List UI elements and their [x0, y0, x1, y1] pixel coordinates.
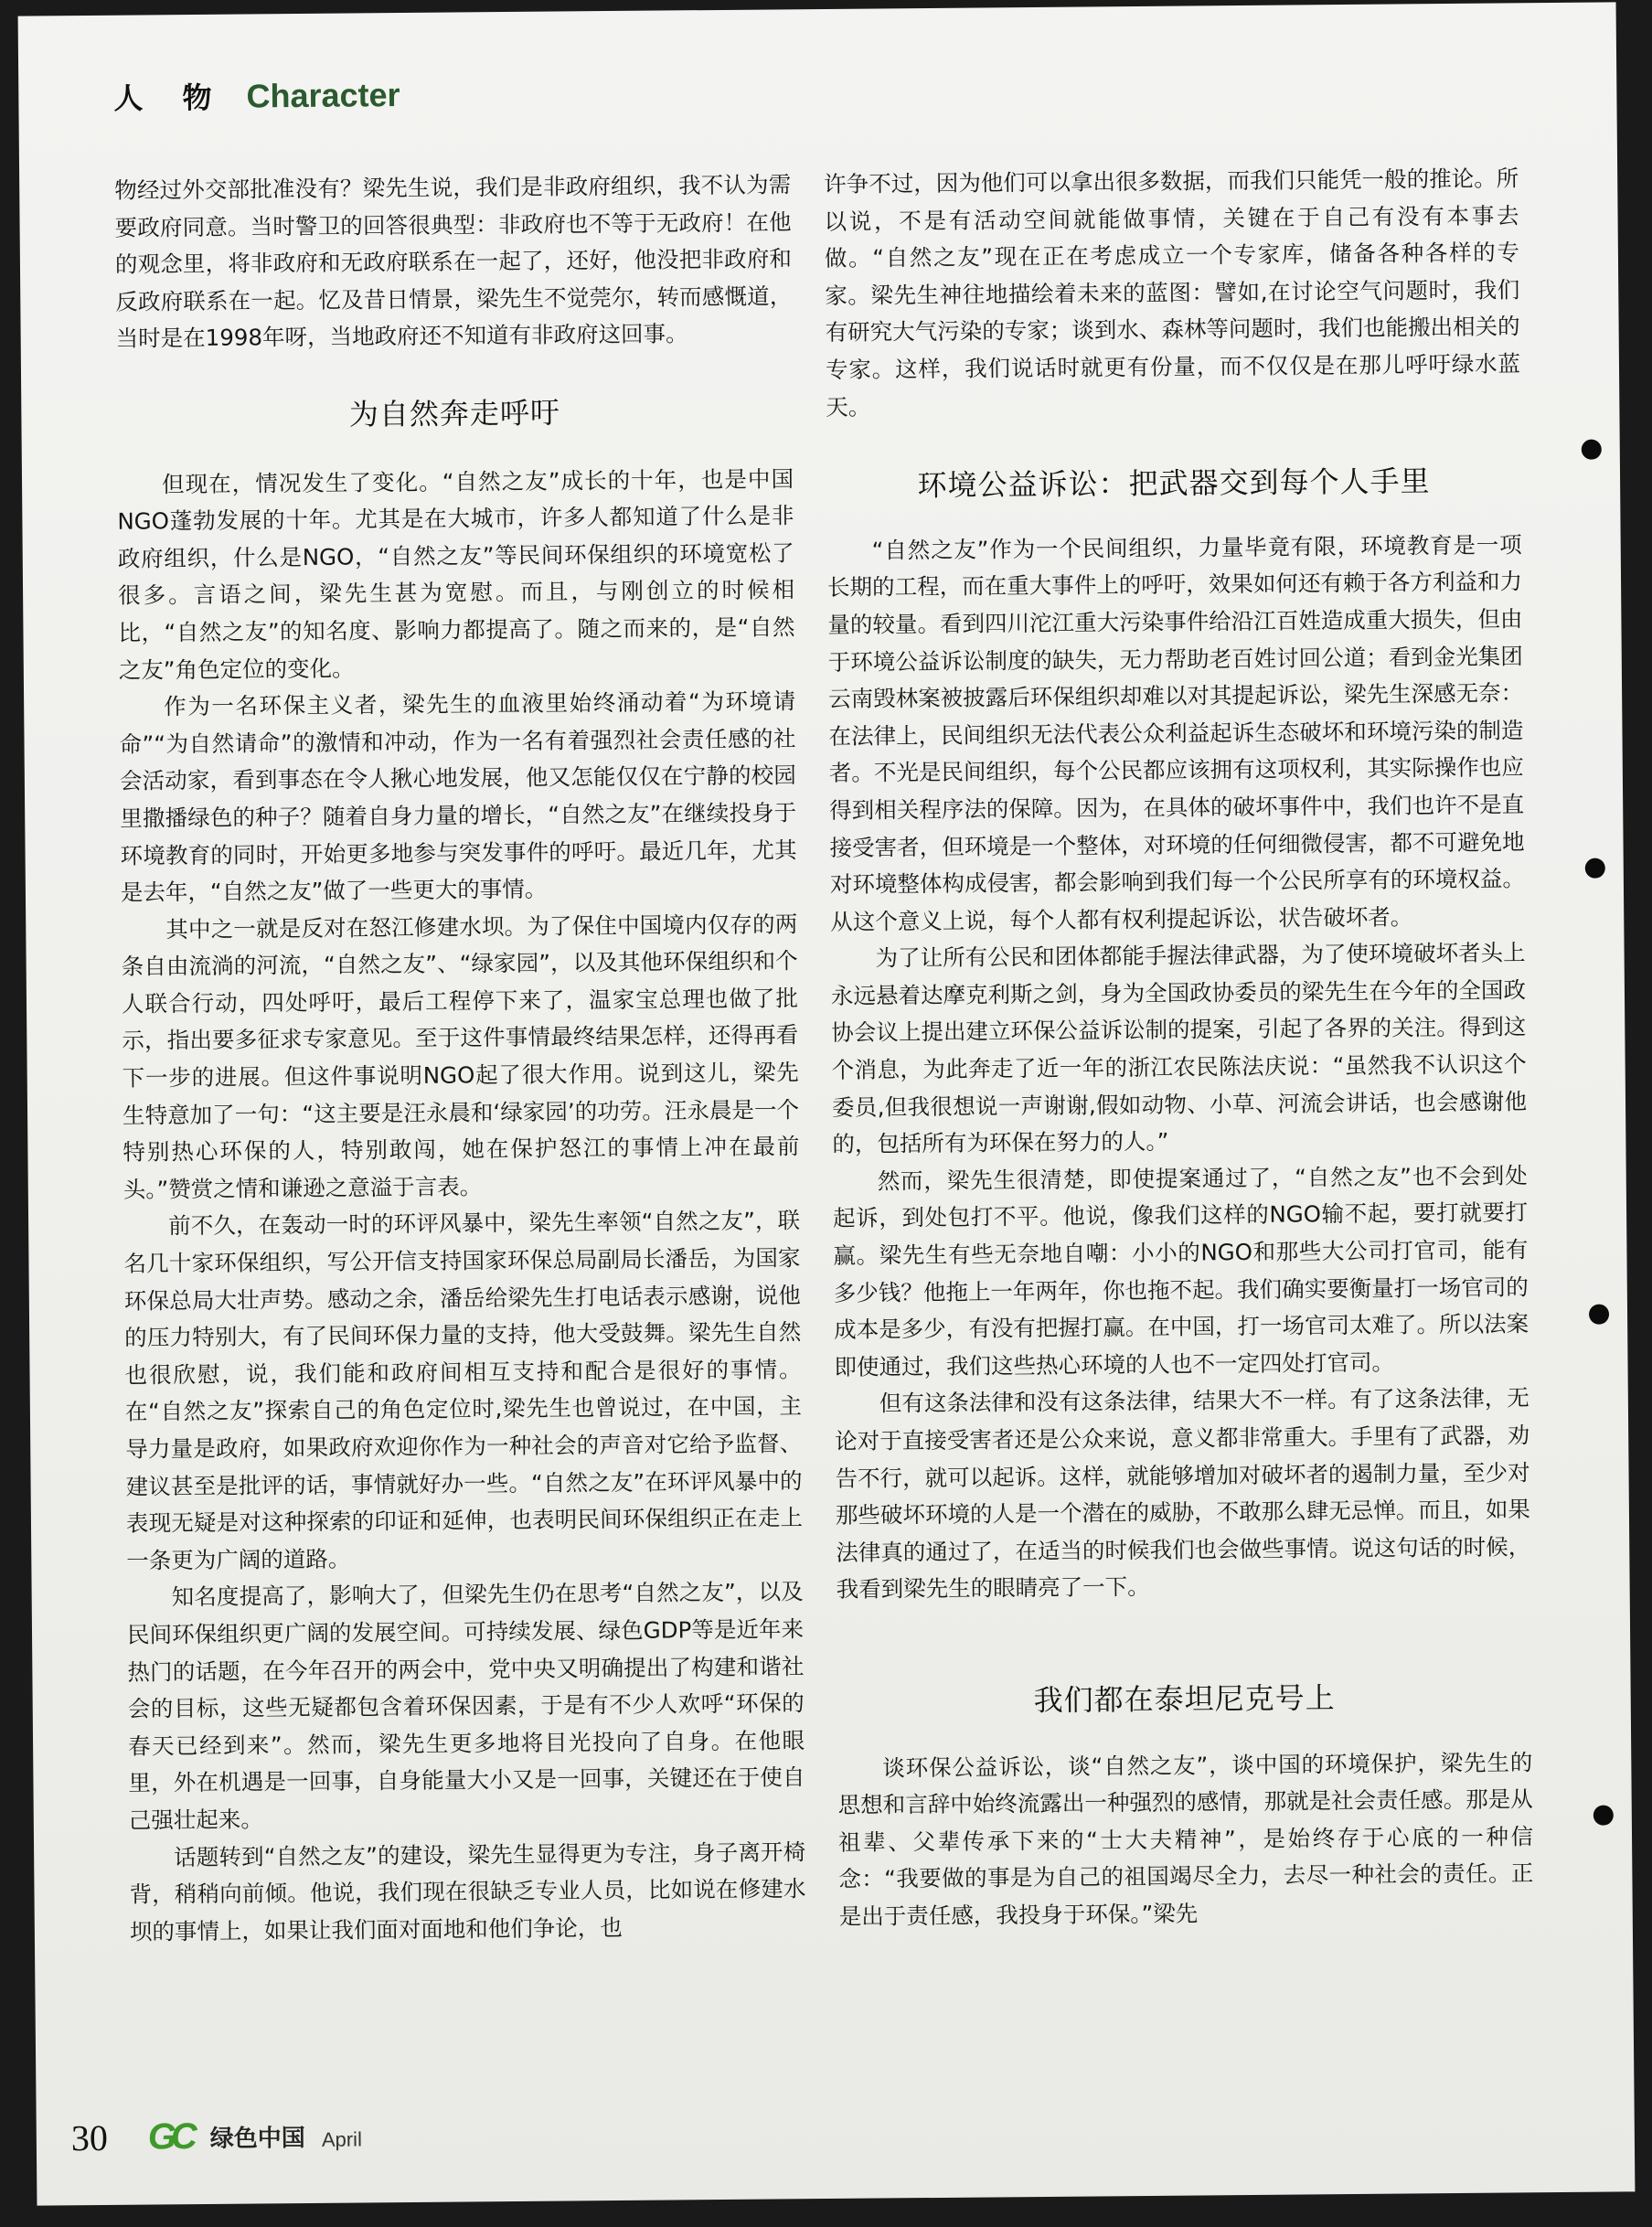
- page-number: 30: [70, 2116, 109, 2159]
- body-paragraph: 知名度提高了，影响大了，但梁先生仍在思考“自然之友”，以及民间环保组织更广阔的发展空间。可持续发展、绿色GDP等是近年来热门的话题，在今年召开的两会中，党中央又明确提出了构建和谐社会的目标，这些无疑都包含着环保因素，于是有不少人欢呼“环保的春天已经到来”。然而，梁先生更多地将目光投向了自身。在他眼里，外在机遇是一回事，自身能量大小又是一回事，关键还在于使自己强壮起来。: [126, 1578, 805, 1834]
- left-column: [114, 166, 807, 2073]
- body-paragraph: 但有这条法律和没有这条法律，结果大不一样。有了这条法律，无论对于直接受害者还是公众来说，意义都非常重大。手里有了武器，劝告不行，就可以起诉。这样，就能够增加对破坏者的遏制力量，至少对那些破坏环境的人是一个潜在的威胁，不敢那么肆无忌惮。而且，如果法律真的通过了，在适当的时候我们也会做些事情。说这句话的时候，我看到梁先生的眼睛亮了一下。: [835, 1384, 1531, 1604]
- body-paragraph: 前不久，在轰动一时的环评风暴中，梁先生率领“自然之友”，联名几十家环保组织，写公开信支持国家环保总局副局长潘岳，为国家环保总局大壮声势。感动之余，潘岳给梁先生打电话表示感谢，说他的压力特别大，有了民间环保力量的支持，他大受鼓舞。梁先生自然也很欣慰，说，我们能和政府间相互支持和配合是很好的事情。在“自然之友”探索自己的角色定位时,梁先生也曾说过，在中国，主导力量是政府，如果政府欢迎你作为一种社会的声音对它给予监督、建议甚至是批评的话，事情就好办一些。“自然之友”在环评风暴中的表现无疑是对这种探索的印证和延伸，也表明民间环保组织正在走上一条更为广阔的道路。: [123, 1207, 804, 1574]
- body-paragraph: 其中之一就是反对在怒江修建水坝。为了保住中国境内仅存的两条自由流淌的河流，“自然之友”、“绿家园”，以及其他环保组织和个人联合行动，四处呼吁，最后工程停下来了，温家宝总理也做了批示，指出要多征求专家意见。至于这件事情最终结果怎样，还得再看下一步的进展。但这件事说明NGO起了很大作用。说到这儿，梁先生特意加了一句：“这主要是汪永晨和‘绿家园’的功劳。汪永晨是一个特别热心环保的人，特别敢闯，她在保护怒江的事情上冲在最前头。”赞赏之情和谦逊之意溢于言表。: [121, 910, 800, 1203]
- magazine-page: [18, 2, 1636, 2205]
- body-paragraph: 然而，梁先生很清楚，即使提案通过了，“自然之友”也不会到处起诉，到处包打不平。他说，像我们这样的NGO输不起，要打就要打赢。梁先生有些无奈地自嘲：小小的NGO和那些大公司打官司，能有多少钱？他拖上一年两年，你也拖不起。我们确实要衡量打一场官司的成本是多少，有没有把握打赢。在中国，打一场官司太难了。所以法案即使通过，我们这些热心环境的人也不一定四处打官司。: [832, 1162, 1529, 1380]
- section-title: 环境公益诉讼：把武器交到每个人手里: [917, 464, 1431, 504]
- body-paragraph: 作为一名环保主义者，梁先生的血液里始终涌动着“为环境请命”“为自然请命”的激情和冲动，作为一名有着强烈社会责任感的社会活动家，看到事态在令人揪心地发展，他又怎能仅仅在宁静的校园里撒播绿色的种子？随着自身力量的增长，“自然之友”在继续投身于环境教育的同时，开始更多地参与突发事件的呼吁。最近几年，尤其是去年，“自然之友”做了一些更大的事情。: [119, 687, 797, 906]
- body-paragraph: 但现在，情况发生了变化。“自然之友”成长的十年，也是中国NGO蓬勃发展的十年。尤其是在大城市，许多人都知道了什么是非政府组织，什么是NGO，“自然之友”等民间环保组织的环境宽松了很多。言语之间，梁先生甚为宽慰。而且，与刚创立的时候相比，“自然之友”的知名度、影响力都提高了。随之而来的，是“自然之友”角色定位的变化。: [117, 464, 795, 684]
- body-paragraph: 话题转到“自然之友”的建设，梁先生显得更为专注，身子离开椅背，稍稍向前倾。他说，我们现在很缺乏专业人员，比如说在修建水坝的事情上，如果让我们面对面地和他们争论，也: [129, 1838, 806, 1945]
- intro-paragraph: 物经过外交部批准没有？梁先生说，我们是非政府组织，我不认为需要政府同意。当时警卫的回答很典型：非政府也不等于无政府！在他的观念里，将非政府和无政府联系在一起了，还好，他没把非政府和反政府联系在一起。忆及昔日情景，梁先生不觉莞尔，转而感慨道，当时是在1998年呀，当地政府还不知道有非政府这回事。: [114, 171, 793, 353]
- binder-hole: [1589, 1305, 1609, 1325]
- binder-hole: [1585, 858, 1605, 879]
- section-label-en: Character: [246, 76, 400, 115]
- issue-month: April: [321, 2126, 362, 2151]
- intro-paragraph: 许争不过，因为他们可以拿出很多数据，而我们只能凭一般的推论。所以说，不是有活动空间就能做事情，关键在于自己有没有本事去做。“自然之友”现在正在考虑成立一个专家库，储备各种各样的专家。梁先生神往地描绘着未来的蓝图：譬如,在讨论空气问题时，我们有研究大气污染的专家；谈到水、森林等问题时，我们也能搬出相关的专家。这样，我们说话时就更有份量，而不仅仅是在那儿呼吁绿水蓝天。: [824, 165, 1521, 421]
- section-title: 我们都在泰坦尼克号上: [1033, 1680, 1336, 1719]
- binder-hole: [1582, 440, 1602, 460]
- section-title: 为自然奔走呼吁: [348, 395, 561, 432]
- magazine-name: 绿色中国: [209, 2125, 305, 2153]
- body-paragraph: 为了让所有公民和团体都能手握法律武器，为了使环境破坏者头上永远悬着达摩克利斯之剑，身为全国政协委员的梁先生在今年的全国政协会议上提出建立环保公益诉讼制的提案，引起了各界的关注。得到这个消息，为此奔走了近一年的浙江农民陈法庆说：“虽然我不认识这个委员,但我很想说一声谢谢,假如动物、小草、河流会讲话，也会感谢他的，包括所有为环保在努力的人。”: [830, 939, 1528, 1158]
- right-column: [824, 160, 1535, 2068]
- body-paragraph: “自然之友”作为一个民间组织，力量毕竟有限，环境教育是一项长期的工程，而在重大事件上的呼吁，效果如何还有赖于各方利益和力量的较量。看到四川沱江重大污染事件给沿江百姓造成重大损失，但由于环境公益诉讼制度的缺失，无力帮助老百姓讨回公道；看到金光集团云南毁林案被披露后环保组织却难以对其提起诉讼，梁先生深感无奈：在法律上，民间组织无法代表公众利益起诉生态破坏和环境污染的制造者。不光是民间组织，每个公民都应该拥有这项权利，其实际操作也应得到相关程序法的保障。因为，在具体的破坏事件中，我们也许不是直接受害者，但环境是一个整体，对环境的任何细微侵害，都不可避免地对环境整体构成侵害，都会影响到我们每一个公民所享有的环境权益。从这个意义上说，每个人都有权利提起诉讼，状告破坏者。: [826, 531, 1526, 935]
- binder-hole: [1593, 1806, 1614, 1826]
- section-header: [113, 73, 400, 118]
- body-paragraph: 谈环保公益诉讼，谈“自然之友”，谈中国的环境保护，梁先生的思想和言辞中始终流露出一种强烈的感情，那就是社会责任感。那是从祖辈、父辈传承下来的“士大夫精神”，是始终存于心底的一种信念：“我要做的事是为自己的祖国竭尽全力，去尽一种社会的责任。正是出于责任感，我投身于环保。”梁先: [837, 1748, 1534, 1930]
- section-label-cn: 人 物: [113, 80, 227, 116]
- page-footer: [71, 2114, 362, 2159]
- magazine-logo-icon: GC: [147, 2116, 193, 2158]
